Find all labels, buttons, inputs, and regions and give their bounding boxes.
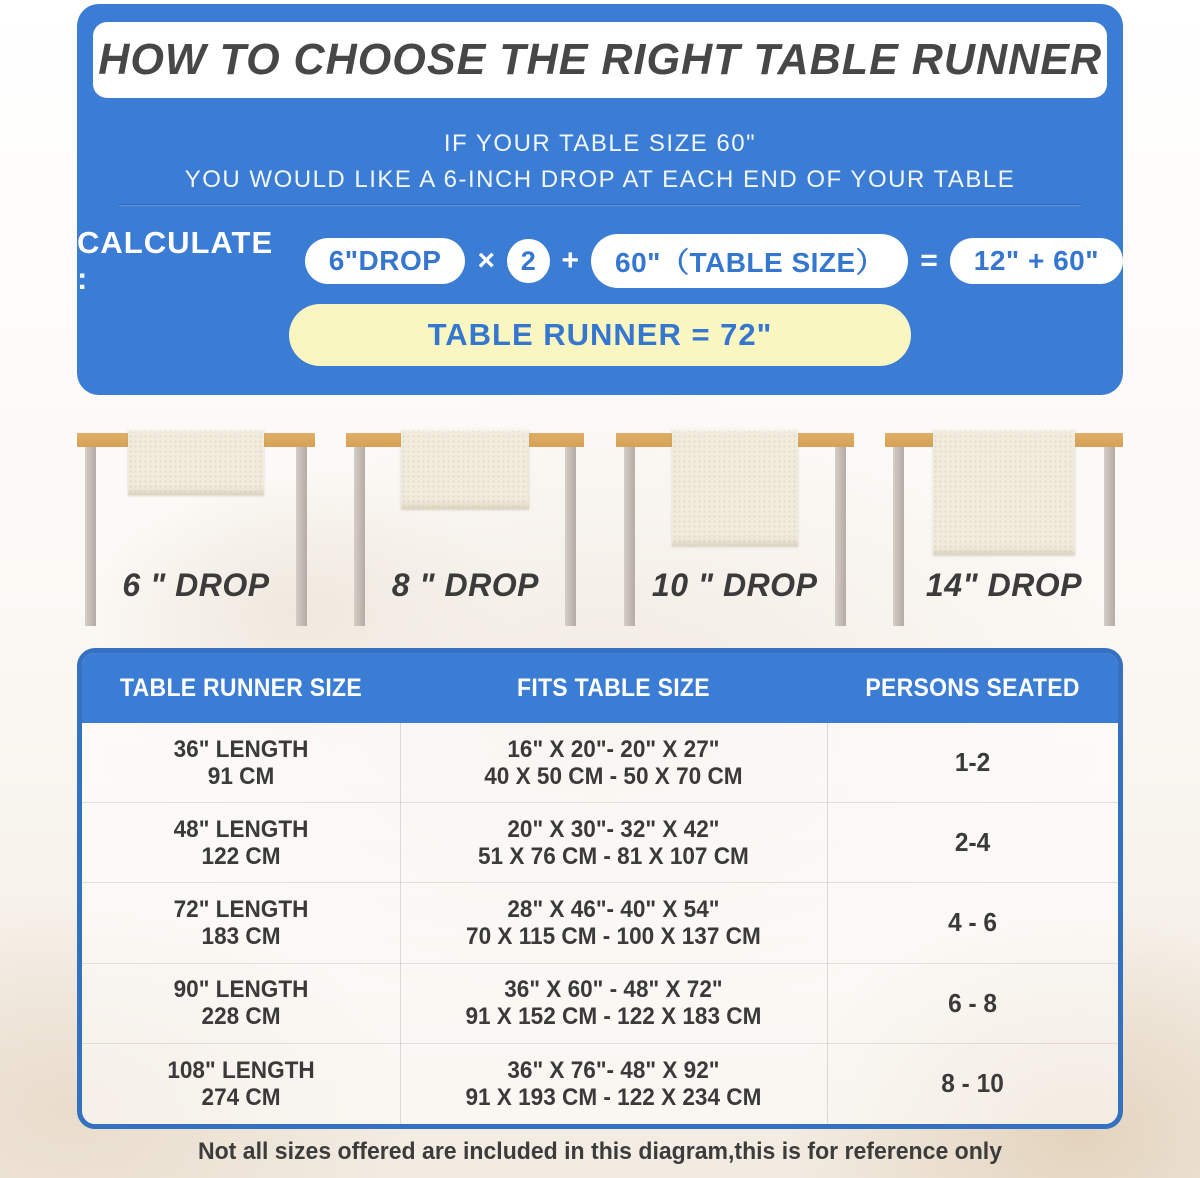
fits-inches: 20" X 30"- 32" X 42" [507,815,720,843]
runner-size-cell [92,976,391,1030]
column-divider [400,723,401,1124]
runner-size-cm: 183 CM [201,922,281,950]
fits-inches: 36" X 60" - 48" X 72" [504,976,723,1004]
persons-seated-cell: 6 - 8 [947,987,997,1018]
column-header-persons-seated: PERSONS SEATED [865,673,1080,702]
table-runner-illustration [933,429,1075,555]
runner-size-cm: 122 CM [201,842,281,870]
drop-figure-6 [77,425,315,630]
fits-table-cell [413,896,814,950]
runner-size-inches: 90" LENGTH [173,976,309,1004]
size-table-panel [77,648,1123,1129]
fits-inches: 36" X 76"- 48" X 92" [507,1056,720,1084]
fits-table-cell [413,976,814,1030]
table-runner-illustration [672,429,798,546]
calc-row [77,225,1123,296]
footer-note: Not all sizes offered are included in this diagram,this is for reference only [197,1138,1003,1165]
multiplier-badge: 2 [507,239,550,283]
result-pill [289,304,911,366]
persons-seated-cell: 8 - 10 [941,1068,1004,1099]
fits-inches: 28" X 46"- 40" X 54" [507,895,720,923]
equals-sign: = [920,244,938,277]
divider [119,204,1081,206]
runner-size-cell [92,816,391,870]
drop-label: 14" DROP [925,567,1083,603]
runner-size-cell [92,736,391,790]
drop-figure-10 [616,425,854,630]
size-table-body [82,723,1118,1124]
runner-size-inches: 36" LENGTH [173,735,309,763]
result-text: TABLE RUNNER = 72" [427,317,773,352]
drop-label: 6 " DROP [122,567,270,603]
drop-figures [77,425,1123,630]
fits-cm: 51 X 76 CM - 81 X 107 CM [478,842,749,870]
drop-figure-14 [885,425,1123,630]
runner-size-cell [92,1057,391,1111]
table-runner-illustration [401,429,529,509]
runner-size-cell [92,896,391,950]
drop-label: 10 " DROP [651,567,818,603]
size-table-header [82,653,1118,723]
table-size-pill: 60"（TABLE SIZE） [591,234,908,288]
column-header-fits-table-size: FITS TABLE SIZE [517,673,710,702]
multiply-sign: × [477,244,495,277]
fits-cm: 91 X 193 CM - 122 X 234 CM [465,1083,762,1111]
column-header-runner-size: TABLE RUNNER SIZE [120,673,362,702]
sum-pill: 12" + 60" [950,238,1123,284]
table-row [82,883,1118,963]
runner-size-cm: 228 CM [201,1003,281,1031]
calc-panel [77,4,1123,395]
table-runner-illustration [128,429,264,495]
table-row [82,803,1118,883]
calculate-label: CALCULATE : [77,225,274,296]
persons-seated-cell: 2-4 [954,827,991,858]
fits-cm: 91 X 152 CM - 122 X 183 CM [465,1003,762,1031]
runner-size-inches: 72" LENGTH [173,895,309,923]
intro-line-2: YOU WOULD LIKE A 6-INCH DROP AT EACH END OF YOUR TABLE [184,166,1016,193]
fits-cm: 40 X 50 CM - 50 X 70 CM [484,762,743,790]
title-band [93,22,1107,98]
fits-cm: 70 X 115 CM - 100 X 137 CM [466,922,761,950]
fits-table-cell [413,816,814,870]
table-row [82,723,1118,803]
drop-label: 8 " DROP [391,567,539,603]
runner-size-cm: 274 CM [201,1083,281,1111]
drop-pill: 6"DROP [305,238,466,284]
persons-seated-cell: 1-2 [954,747,991,778]
fits-inches: 16" X 20"- 20" X 27" [507,735,720,763]
fits-table-cell [413,1057,814,1111]
runner-size-inches: 48" LENGTH [173,815,309,843]
intro-line-1: IF YOUR TABLE SIZE 60" [443,130,757,157]
table-row [82,964,1118,1044]
table-row [82,1044,1118,1124]
page-title: HOW TO CHOOSE THE RIGHT TABLE RUNNER [98,35,1102,84]
plus-sign: + [561,244,580,277]
drop-figure-8 [346,425,584,630]
column-divider [827,723,828,1124]
fits-table-cell [413,736,814,790]
runner-size-inches: 108" LENGTH [167,1056,315,1084]
runner-size-cm: 91 CM [207,762,275,790]
persons-seated-cell: 4 - 6 [947,907,997,938]
